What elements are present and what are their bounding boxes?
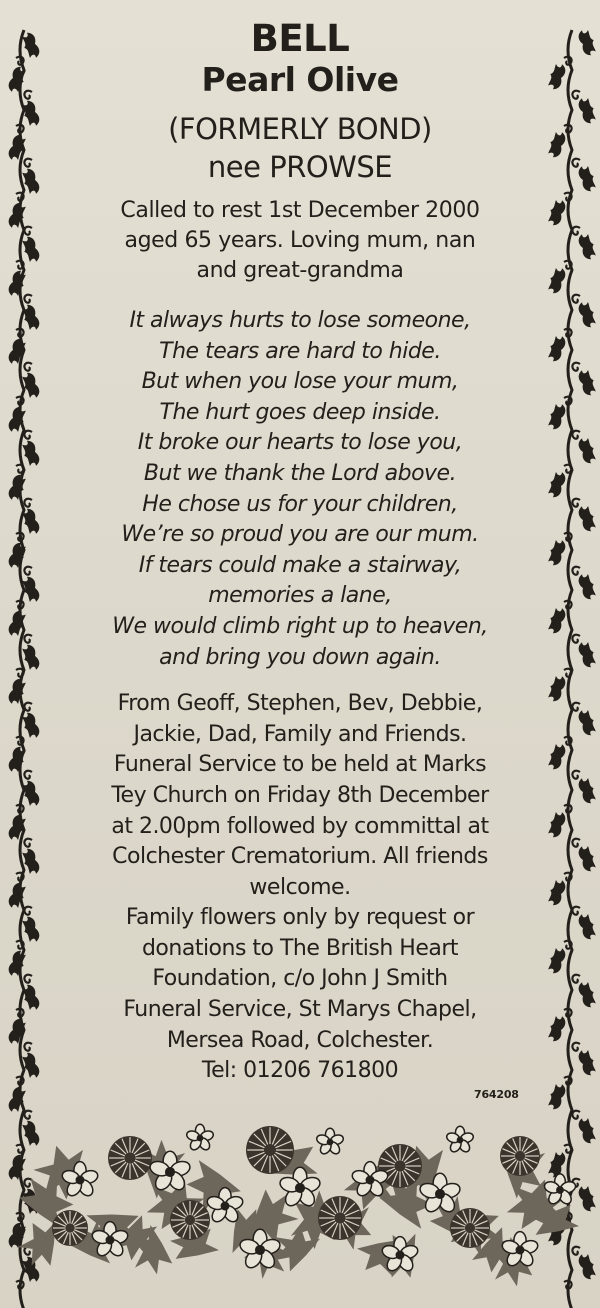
flowers-line: Funeral Service, St Marys Chapel,: [123, 997, 477, 1023]
from-line: Tey Church on Friday 8th December: [111, 782, 489, 808]
from-line: Funeral Service to be held at Marks: [113, 752, 487, 778]
intro-line: Called to rest 1st December 2000: [120, 198, 480, 223]
from-line: Colchester Crematorium. All friends: [112, 844, 488, 870]
intro-paragraph: [58, 196, 542, 286]
poem-line: and bring you down again.: [159, 644, 441, 670]
poem-line: The hurt goes deep inside.: [159, 399, 441, 425]
poem-line: We would climb right up to heaven,: [112, 613, 488, 639]
memorial-poem: [58, 306, 542, 673]
from-line: From Geoff, Stephen, Bev, Debbie,: [117, 691, 483, 717]
flowers-paragraph: [58, 903, 542, 1087]
surname-heading: BELL: [250, 17, 350, 60]
poem-line: The tears are hard to hide.: [159, 338, 441, 364]
nee-line: nee PROWSE: [207, 150, 393, 184]
poem-line: He chose us for your children,: [142, 491, 458, 517]
family-and-funeral-paragraph: [58, 689, 542, 903]
telephone-line: Tel: 01206 761800: [201, 1058, 399, 1084]
flowers-line: Family flowers only by request or: [125, 905, 475, 931]
poem-line: But we thank the Lord above.: [143, 460, 457, 486]
poem-line: But when you lose your mum,: [141, 369, 459, 395]
from-line: welcome.: [249, 874, 351, 900]
intro-line: aged 65 years. Loving mum, nan: [124, 228, 476, 253]
from-line: Jackie, Dad, Family and Friends.: [133, 721, 467, 747]
formerly-line: (FORMERLY BOND): [168, 112, 432, 146]
from-line: at 2.00pm followed by committal at: [111, 813, 489, 839]
flowers-line: Foundation, c/o John J Smith: [152, 966, 448, 992]
notice-body: [58, 18, 542, 1087]
poem-line: If tears could make a stairway,: [138, 552, 462, 578]
reference-number: 764208: [474, 1088, 519, 1101]
intro-line: and great-grandma: [196, 258, 404, 283]
flower-garland: [0, 1110, 600, 1308]
poem-line: We’re so proud you are our mum.: [121, 522, 479, 548]
poem-line: memories a lane,: [208, 583, 392, 609]
poem-line: It broke our hearts to lose you,: [137, 430, 463, 456]
flowers-line: donations to The British Heart: [141, 935, 459, 961]
given-names-heading: Pearl Olive: [201, 60, 399, 99]
poem-line: It always hurts to lose someone,: [129, 308, 471, 333]
flowers-line: Mersea Road, Colchester.: [166, 1027, 434, 1053]
